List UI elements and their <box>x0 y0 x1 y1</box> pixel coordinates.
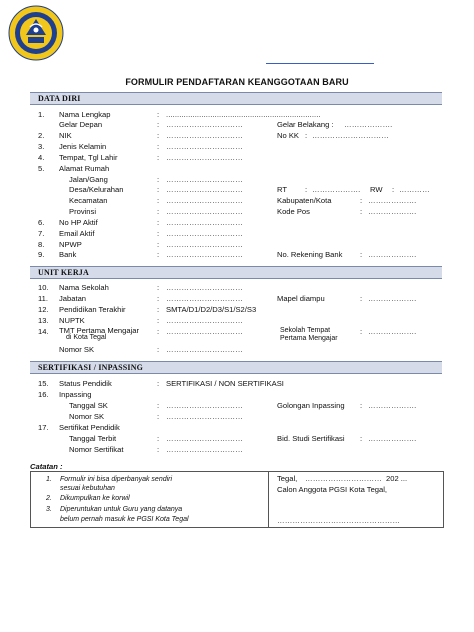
label-nomor-sertifikat: Nomor Sertifikat <box>69 445 124 454</box>
colon: : <box>157 379 160 388</box>
row-6-num: 6. <box>38 218 45 227</box>
label-sertifikat-pendidik: Sertifikat Pendidik <box>59 423 120 432</box>
label-sekolah-pertama-1: Sekolah Tempat <box>280 327 331 334</box>
label-kecamatan: Kecamatan <box>69 196 108 205</box>
field-golongan-inpassing[interactable]: ………………. <box>368 401 417 410</box>
row-10-num: 10. <box>38 283 49 292</box>
signature-place: Tegal, <box>277 474 298 483</box>
colon: : <box>157 412 160 421</box>
label-no-kk: No KK <box>277 131 299 140</box>
colon: : <box>360 250 363 259</box>
colon: : <box>157 131 160 140</box>
field-nomor-sertifikat[interactable]: ………………………… <box>166 445 243 454</box>
field-kabupaten-kota[interactable]: ………………. <box>368 196 417 205</box>
colon: : <box>157 327 160 336</box>
field-gelar-depan[interactable]: ………………………… <box>166 120 243 129</box>
field-jenis-kelamin[interactable]: ………………………… <box>166 142 243 151</box>
field-sekolah-pertama[interactable]: ………………. <box>368 327 417 336</box>
label-tanggal-sk: Tanggal SK <box>69 401 108 410</box>
label-nik: NIK <box>59 131 72 140</box>
label-kabupaten-kota: Kabupaten/Kota <box>277 196 332 205</box>
signature-name-field[interactable]: ………………………………………… <box>277 516 401 525</box>
signature-year: 202 ... <box>386 474 408 483</box>
row-15-num: 15. <box>38 379 49 388</box>
colon: : <box>360 294 363 303</box>
row-11-num: 11. <box>38 294 48 303</box>
label-desa-kelurahan: Desa/Kelurahan <box>69 185 124 194</box>
field-no-rekening[interactable]: ………………. <box>368 250 417 259</box>
label-golongan-inpassing: Golongan Inpassing <box>277 401 345 410</box>
row-12-num: 12. <box>38 305 49 314</box>
colon: : <box>157 305 160 314</box>
field-nama-sekolah[interactable]: ………………………… <box>166 283 243 292</box>
field-email[interactable]: ………………………… <box>166 229 243 238</box>
note-3-line1: Diperuntukan untuk Guru yang datanya <box>60 506 183 513</box>
label-nuptk: NUPTK <box>59 316 85 325</box>
colon: : <box>157 185 160 194</box>
catatan-title: Catatan : <box>30 462 63 471</box>
colon: : <box>157 142 160 151</box>
label-kode-pos: Kode Pos <box>277 207 310 216</box>
row-13-num: 13. <box>38 316 49 325</box>
colon: : <box>157 207 160 216</box>
label-jalan-gang: Jalan/Gang <box>69 175 108 184</box>
colon: : <box>360 401 363 410</box>
colon: : <box>157 196 160 205</box>
colon: : <box>157 250 160 259</box>
row-3-num: 3. <box>38 142 45 151</box>
label-nomor-sk-tmt: Nomor SK <box>59 345 95 354</box>
field-no-kk[interactable]: ………………………… <box>312 131 389 140</box>
field-desa-kelurahan[interactable]: ………………………… <box>166 185 243 194</box>
label-inpassing: Inpassing <box>59 390 92 399</box>
label-alamat-rumah: Alamat Rumah <box>59 164 110 173</box>
field-nik[interactable]: ………………………… <box>166 131 243 140</box>
colon: : <box>157 120 160 129</box>
colon: : <box>157 175 160 184</box>
label-nama-lengkap: Nama Lengkap <box>59 110 111 119</box>
note-1-line1: Formulir ini bisa diperbanyak sendiri <box>60 476 173 483</box>
label-tmt-2: di Kota Tegal <box>66 334 107 341</box>
row-8-num: 8. <box>38 240 45 249</box>
colon: : <box>157 218 160 227</box>
colon: : <box>157 283 160 292</box>
colon: : <box>305 131 308 140</box>
note-2-line: Dikumpulkan ke korwil <box>60 495 130 502</box>
row-4-num: 4. <box>38 153 45 162</box>
colon: : <box>157 294 160 303</box>
field-rw[interactable]: ………… <box>399 185 430 194</box>
label-bid-studi: Bid. Studi Sertifikasi <box>277 434 345 443</box>
label-no-hp: No HP Aktif <box>59 218 98 227</box>
signature-candidate-label: Calon Anggota PGSI Kota Tegal, <box>277 485 388 494</box>
label-sekolah-pertama-2: Pertama Mengajar <box>280 335 338 342</box>
field-nomor-sk-tmt[interactable]: ………………………… <box>166 345 243 354</box>
note-2-num: 2. <box>46 495 52 502</box>
field-gelar-belakang[interactable]: ………………. <box>344 120 393 129</box>
row-14-num: 14. <box>38 327 49 336</box>
colon: : <box>157 153 160 162</box>
field-jabatan[interactable]: ………………………… <box>166 294 243 303</box>
field-mapel[interactable]: ………………. <box>368 294 417 303</box>
colon: : <box>157 110 160 119</box>
field-tanggal-sk[interactable]: ………………………… <box>166 401 243 410</box>
label-pendidikan: Pendidikan Terakhir <box>59 305 126 314</box>
field-tanggal-terbit[interactable]: ………………………… <box>166 434 243 443</box>
label-jenis-kelamin: Jenis Kelamin <box>59 142 107 151</box>
field-nama-lengkap[interactable]: ...................................................................... <box>166 110 321 119</box>
label-email: Email Aktif <box>59 229 95 238</box>
signature-date-field[interactable]: ………………………… <box>305 474 382 483</box>
colon: : <box>360 434 363 443</box>
colon: : <box>157 229 160 238</box>
section-data-diri: DATA DIRI <box>30 92 442 105</box>
label-tanggal-terbit: Tanggal Terbit <box>69 434 117 443</box>
colon: : <box>157 240 160 249</box>
field-bid-studi[interactable]: ………………. <box>368 434 417 443</box>
label-nama-sekolah: Nama Sekolah <box>59 283 109 292</box>
note-1-num: 1. <box>46 476 52 483</box>
label-nomor-sk: Nomor SK <box>69 412 105 421</box>
field-provinsi[interactable]: ………………………… <box>166 207 243 216</box>
note-1-line2: sesuai kebutuhan <box>60 485 115 492</box>
page-title: FORMULIR PENDAFTARAN KEANGGOTAAN BARU <box>125 77 349 87</box>
colon: : <box>157 401 160 410</box>
label-mapel: Mapel diampu <box>277 294 325 303</box>
field-nuptk[interactable]: ………………………… <box>166 316 243 325</box>
label-tmt-1: TMT Pertama Mengajar <box>59 326 140 335</box>
field-kode-pos[interactable]: ………………. <box>368 207 417 216</box>
row-9-num: 9. <box>38 250 45 259</box>
row-5-num: 5. <box>38 164 45 173</box>
field-jalan-gang[interactable]: ………………………… <box>166 175 243 184</box>
colon: : <box>392 185 395 194</box>
label-no-rekening: No. Rekening Bank <box>277 250 343 259</box>
colon: : <box>157 445 160 454</box>
note-3-line2: belum pernah masuk ke PGSI Kota Tegal <box>60 516 189 523</box>
label-bank: Bank <box>59 250 77 259</box>
section-sertifikasi: SERTIFIKASI / INPASSING <box>30 361 442 374</box>
field-pendidikan[interactable]: SMTA/D1/D2/D3/S1/S2/S3 <box>166 305 257 314</box>
field-no-hp[interactable]: ………………………… <box>166 218 243 227</box>
catatan-divider <box>268 471 269 527</box>
colon: : <box>360 207 363 216</box>
label-tempat-tgl-lahir: Tempat, Tgl Lahir <box>59 153 118 162</box>
colon: : <box>360 196 363 205</box>
field-tmt[interactable]: ………………………… <box>166 327 243 336</box>
field-bank[interactable]: ………………………… <box>166 250 243 259</box>
label-gelar-depan: Gelar Depan <box>59 120 103 129</box>
header-rule <box>266 63 374 64</box>
label-gelar-belakang: Gelar Belakang : <box>277 120 334 129</box>
label-rt: RT <box>277 185 287 194</box>
field-npwp[interactable]: ………………………… <box>166 240 243 249</box>
row-7-num: 7. <box>38 229 45 238</box>
colon: : <box>157 316 160 325</box>
colon: : <box>305 185 308 194</box>
row-1-num: 1. <box>38 110 45 119</box>
colon: : <box>157 434 160 443</box>
label-jabatan: Jabatan <box>59 294 87 303</box>
colon: : <box>157 345 160 354</box>
field-nomor-sk[interactable]: ………………………… <box>166 412 243 421</box>
field-status-pendidik[interactable]: SERTIFIKASI / NON SERTIFIKASI <box>166 379 284 388</box>
label-provinsi: Provinsi <box>69 207 97 216</box>
field-rt[interactable]: ………………. <box>312 185 361 194</box>
label-rw: RW <box>370 185 383 194</box>
field-tempat-tgl-lahir[interactable]: ………………………… <box>166 153 243 162</box>
section-unit-kerja: UNIT KERJA <box>30 266 442 279</box>
label-status-pendidik: Status Pendidik <box>59 379 112 388</box>
row-2-num: 2. <box>38 131 45 140</box>
row-17-num: 17. <box>38 423 49 432</box>
field-kecamatan[interactable]: ………………………… <box>166 196 243 205</box>
pgri-emblem-logo <box>8 5 64 61</box>
note-3-num: 3. <box>46 506 52 513</box>
label-npwp: NPWP <box>59 240 82 249</box>
row-16-num: 16. <box>38 390 49 399</box>
colon: : <box>360 327 363 336</box>
